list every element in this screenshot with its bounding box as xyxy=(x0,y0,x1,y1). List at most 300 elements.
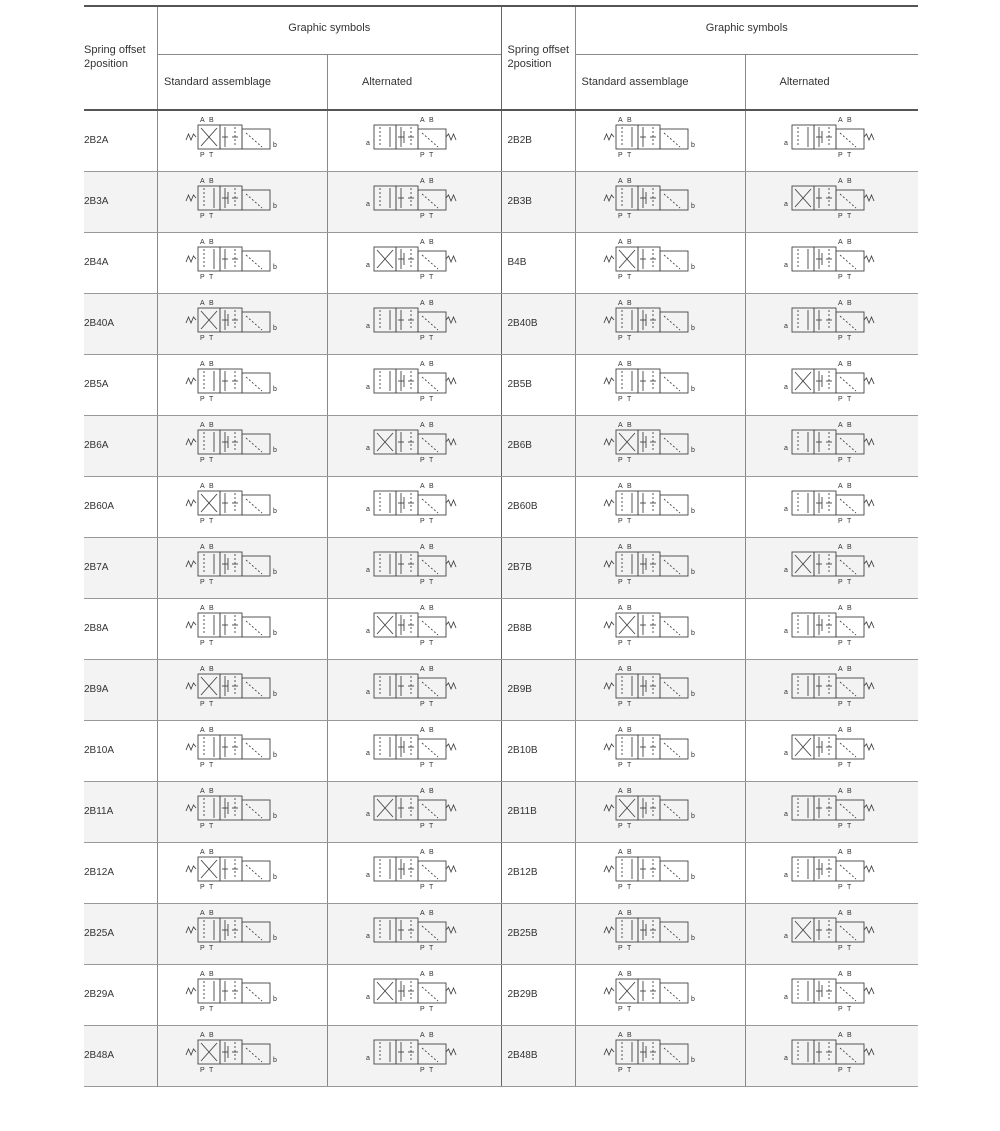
standard-symbol-cell xyxy=(158,721,328,781)
valve-symbol-icon xyxy=(576,416,745,476)
solenoid-a-label: a xyxy=(366,506,370,513)
solenoid-a-label: a xyxy=(783,872,788,879)
port-a-label: A xyxy=(617,849,623,856)
port-a-label: A xyxy=(420,117,425,124)
port-p-label: P xyxy=(200,762,205,769)
valve-symbol-icon xyxy=(158,599,327,659)
port-a-label: A xyxy=(420,544,425,551)
valve-code: 2B25A xyxy=(84,904,158,964)
port-p-label: P xyxy=(837,335,843,342)
port-t-label: T xyxy=(846,762,851,769)
port-b-label: B xyxy=(429,788,434,795)
port-b-label: B xyxy=(209,361,214,368)
port-t-label: T xyxy=(209,884,214,891)
solenoid-b-label: b xyxy=(690,691,695,698)
port-b-label: B xyxy=(846,910,852,917)
valve-code: 2B60A xyxy=(84,477,158,537)
solenoid-b-label: b xyxy=(690,142,695,149)
header-right xyxy=(502,7,919,109)
solenoid-a-label: a xyxy=(366,140,370,147)
port-t-label: T xyxy=(626,213,631,220)
port-p-label: P xyxy=(837,640,843,647)
port-p-label: P xyxy=(837,518,843,525)
row-half-left xyxy=(84,477,502,537)
valve-code: 2B25B xyxy=(502,904,576,964)
solenoid-b-label: b xyxy=(273,691,277,698)
alternated-symbol-cell xyxy=(746,599,919,659)
solenoid-b-label: b xyxy=(273,630,277,637)
port-b-label: B xyxy=(209,666,214,673)
port-t-label: T xyxy=(626,274,631,281)
port-a-label: A xyxy=(617,666,623,673)
port-a-label: A xyxy=(617,239,623,246)
solenoid-a-label: a xyxy=(783,445,788,452)
standard-symbol-cell xyxy=(158,965,328,1025)
header-code-title: Spring offset 2position xyxy=(502,7,576,109)
port-b-label: B xyxy=(429,727,434,734)
port-p-label: P xyxy=(420,1067,425,1074)
solenoid-a-label: a xyxy=(366,567,370,574)
port-t-label: T xyxy=(626,640,631,647)
port-a-label: A xyxy=(200,666,205,673)
port-t-label: T xyxy=(626,762,631,769)
solenoid-b-label: b xyxy=(273,447,277,454)
port-b-label: B xyxy=(626,910,632,917)
row-half-right xyxy=(502,782,919,842)
valve-symbol-icon xyxy=(328,782,500,842)
valve-code: 2B8A xyxy=(84,599,158,659)
solenoid-a-label: a xyxy=(783,201,788,208)
port-b-label: B xyxy=(209,300,214,307)
solenoid-b-label: b xyxy=(690,325,695,332)
header-graphic-symbols: Graphic symbols xyxy=(158,7,501,55)
standard-symbol-cell xyxy=(158,782,328,842)
port-t-label: T xyxy=(846,945,851,952)
table-row xyxy=(84,965,918,1026)
valve-symbol-icon xyxy=(158,660,327,720)
port-t-label: T xyxy=(429,945,434,952)
valve-code: 2B4A xyxy=(84,233,158,293)
port-b-label: B xyxy=(429,971,434,978)
row-half-left xyxy=(84,538,502,598)
port-b-label: B xyxy=(209,727,214,734)
port-b-label: B xyxy=(209,971,214,978)
port-a-label: A xyxy=(837,1032,843,1039)
port-a-label: A xyxy=(617,788,623,795)
port-b-label: B xyxy=(626,727,632,734)
port-t-label: T xyxy=(429,823,434,830)
port-a-label: A xyxy=(617,117,623,124)
port-b-label: B xyxy=(209,788,214,795)
port-p-label: P xyxy=(837,1067,843,1074)
valve-code: 2B11A xyxy=(84,782,158,842)
solenoid-a-label: a xyxy=(783,506,788,513)
standard-symbol-cell xyxy=(576,416,746,476)
valve-symbol-icon xyxy=(328,904,500,964)
port-t-label: T xyxy=(626,457,631,464)
port-t-label: T xyxy=(846,884,851,891)
valve-code: 2B6A xyxy=(84,416,158,476)
port-b-label: B xyxy=(209,178,214,185)
solenoid-b-label: b xyxy=(690,996,695,1003)
table-row xyxy=(84,416,918,477)
port-b-label: B xyxy=(846,971,852,978)
standard-symbol-cell xyxy=(158,416,328,476)
solenoid-b-label: b xyxy=(690,447,695,454)
solenoid-a-label: a xyxy=(366,384,370,391)
alternated-symbol-cell xyxy=(746,233,919,293)
standard-symbol-cell xyxy=(158,538,328,598)
solenoid-a-label: a xyxy=(366,994,370,1001)
valve-symbol-icon xyxy=(746,416,918,476)
port-b-label: B xyxy=(626,239,632,246)
port-b-label: B xyxy=(626,361,632,368)
solenoid-a-label: a xyxy=(783,140,788,147)
row-half-right xyxy=(502,538,919,598)
port-p-label: P xyxy=(837,1006,843,1013)
standard-symbol-cell xyxy=(576,904,746,964)
alternated-symbol-cell xyxy=(328,111,501,171)
header-subcolumns xyxy=(576,55,919,109)
port-p-label: P xyxy=(420,335,425,342)
port-a-label: A xyxy=(200,483,205,490)
port-t-label: T xyxy=(209,579,214,586)
standard-symbol-cell xyxy=(576,965,746,1025)
port-b-label: B xyxy=(209,117,214,124)
header-left xyxy=(84,7,502,109)
port-a-label: A xyxy=(837,666,843,673)
port-p-label: P xyxy=(420,701,425,708)
port-b-label: B xyxy=(429,178,434,185)
standard-symbol-cell xyxy=(158,111,328,171)
port-b-label: B xyxy=(846,239,852,246)
port-t-label: T xyxy=(429,1067,434,1074)
standard-symbol-cell xyxy=(158,599,328,659)
solenoid-a-label: a xyxy=(366,689,370,696)
solenoid-a-label: a xyxy=(366,445,370,452)
port-t-label: T xyxy=(626,1067,631,1074)
solenoid-b-label: b xyxy=(690,203,695,210)
alternated-symbol-cell xyxy=(328,294,501,354)
valve-symbol-icon xyxy=(746,843,918,903)
port-t-label: T xyxy=(209,640,214,647)
port-a-label: A xyxy=(200,117,205,124)
valve-code: 2B29A xyxy=(84,965,158,1025)
port-b-label: B xyxy=(209,239,214,246)
port-a-label: A xyxy=(617,422,623,429)
port-b-label: B xyxy=(626,1032,632,1039)
header-code-title: Spring offset 2position xyxy=(84,7,158,109)
port-p-label: P xyxy=(420,518,425,525)
port-p-label: P xyxy=(837,823,843,830)
port-t-label: T xyxy=(209,1067,214,1074)
valve-symbol-icon xyxy=(746,782,918,842)
port-t-label: T xyxy=(846,701,851,708)
port-p-label: P xyxy=(617,335,623,342)
port-b-label: B xyxy=(846,544,852,551)
port-b-label: B xyxy=(429,117,434,124)
alternated-symbol-cell xyxy=(746,294,919,354)
port-a-label: A xyxy=(837,971,843,978)
port-p-label: P xyxy=(837,762,843,769)
port-b-label: B xyxy=(429,910,434,917)
valve-symbol-icon xyxy=(746,172,918,232)
port-a-label: A xyxy=(837,178,843,185)
port-p-label: P xyxy=(837,701,843,708)
solenoid-b-label: b xyxy=(273,874,277,881)
row-half-right xyxy=(502,172,919,232)
port-t-label: T xyxy=(209,274,214,281)
port-t-label: T xyxy=(429,701,434,708)
alternated-symbol-cell xyxy=(328,538,501,598)
port-a-label: A xyxy=(420,666,425,673)
port-p-label: P xyxy=(200,152,205,159)
row-half-right xyxy=(502,355,919,415)
alternated-symbol-cell xyxy=(746,660,919,720)
port-a-label: A xyxy=(200,605,205,612)
port-a-label: A xyxy=(837,300,843,307)
port-t-label: T xyxy=(209,518,214,525)
alternated-symbol-cell xyxy=(328,660,501,720)
port-t-label: T xyxy=(846,213,851,220)
port-p-label: P xyxy=(420,1006,425,1013)
table-row xyxy=(84,782,918,843)
valve-code: 2B40A xyxy=(84,294,158,354)
solenoid-b-label: b xyxy=(690,264,695,271)
standard-symbol-cell xyxy=(576,172,746,232)
standard-symbol-cell xyxy=(576,355,746,415)
port-p-label: P xyxy=(200,457,205,464)
port-a-label: A xyxy=(837,422,843,429)
port-a-label: A xyxy=(837,117,843,124)
header-subcolumns xyxy=(158,55,501,109)
port-p-label: P xyxy=(837,396,843,403)
standard-symbol-cell xyxy=(158,355,328,415)
valve-symbol-icon xyxy=(576,660,745,720)
port-p-label: P xyxy=(617,1006,623,1013)
solenoid-a-label: a xyxy=(783,384,788,391)
port-p-label: P xyxy=(837,884,843,891)
port-b-label: B xyxy=(626,788,632,795)
solenoid-b-label: b xyxy=(690,569,695,576)
solenoid-b-label: b xyxy=(273,569,277,576)
port-t-label: T xyxy=(626,335,631,342)
solenoid-b-label: b xyxy=(690,630,695,637)
row-half-right xyxy=(502,660,919,720)
port-a-label: A xyxy=(420,605,425,612)
solenoid-b-label: b xyxy=(690,935,695,942)
valve-symbol-icon xyxy=(158,416,327,476)
port-t-label: T xyxy=(429,396,434,403)
standard-symbol-cell xyxy=(158,294,328,354)
alternated-symbol-cell xyxy=(746,843,919,903)
valve-code: 2B6B xyxy=(502,416,576,476)
port-a-label: A xyxy=(200,361,205,368)
port-t-label: T xyxy=(626,701,631,708)
port-p-label: P xyxy=(420,762,425,769)
solenoid-b-label: b xyxy=(273,386,277,393)
port-a-label: A xyxy=(837,910,843,917)
port-a-label: A xyxy=(837,239,843,246)
valve-symbol-icon xyxy=(328,355,500,415)
solenoid-a-label: a xyxy=(366,750,370,757)
port-t-label: T xyxy=(429,762,434,769)
standard-symbol-cell xyxy=(158,477,328,537)
port-p-label: P xyxy=(200,701,205,708)
standard-symbol-cell xyxy=(576,660,746,720)
valve-symbol-icon xyxy=(328,599,500,659)
port-t-label: T xyxy=(429,274,434,281)
solenoid-a-label: a xyxy=(366,1055,370,1062)
port-p-label: P xyxy=(837,457,843,464)
port-b-label: B xyxy=(626,971,632,978)
port-p-label: P xyxy=(420,457,425,464)
port-b-label: B xyxy=(846,605,852,612)
alternated-symbol-cell xyxy=(328,721,501,781)
valve-symbol-icon xyxy=(746,111,918,171)
solenoid-a-label: a xyxy=(366,323,370,330)
port-b-label: B xyxy=(846,849,852,856)
standard-symbol-cell xyxy=(576,233,746,293)
port-p-label: P xyxy=(617,396,623,403)
port-a-label: A xyxy=(420,483,425,490)
port-t-label: T xyxy=(429,640,434,647)
valve-symbol-icon xyxy=(328,111,500,171)
port-t-label: T xyxy=(429,1006,434,1013)
valve-symbol-icon xyxy=(576,721,745,781)
valve-symbol-icon xyxy=(158,782,327,842)
port-a-label: A xyxy=(200,788,205,795)
valve-symbol-icon xyxy=(158,294,327,354)
port-t-label: T xyxy=(846,518,851,525)
valve-code: 2B10B xyxy=(502,721,576,781)
alternated-symbol-cell xyxy=(328,599,501,659)
port-b-label: B xyxy=(209,605,214,612)
valve-symbol-icon xyxy=(576,599,745,659)
port-b-label: B xyxy=(209,422,214,429)
valve-symbol-icon xyxy=(158,538,327,598)
solenoid-b-label: b xyxy=(273,1057,277,1064)
port-t-label: T xyxy=(626,396,631,403)
port-p-label: P xyxy=(617,274,623,281)
port-t-label: T xyxy=(846,396,851,403)
valve-code: 2B48A xyxy=(84,1026,158,1086)
alternated-symbol-cell xyxy=(328,782,501,842)
port-p-label: P xyxy=(617,518,623,525)
row-half-left xyxy=(84,233,502,293)
port-b-label: B xyxy=(846,361,852,368)
port-t-label: T xyxy=(626,518,631,525)
alternated-symbol-cell xyxy=(746,965,919,1025)
port-a-label: A xyxy=(200,239,205,246)
port-p-label: P xyxy=(420,823,425,830)
valve-code: 2B3A xyxy=(84,172,158,232)
valve-symbol-icon xyxy=(158,721,327,781)
table-header xyxy=(84,7,918,111)
port-p-label: P xyxy=(420,640,425,647)
row-half-right xyxy=(502,416,919,476)
row-half-right xyxy=(502,599,919,659)
valve-symbol-icon xyxy=(328,660,500,720)
alternated-symbol-cell xyxy=(746,1026,919,1086)
solenoid-a-label: a xyxy=(783,689,788,696)
valve-symbol-icon xyxy=(158,477,327,537)
valve-code: 2B60B xyxy=(502,477,576,537)
valve-symbol-icon xyxy=(746,294,918,354)
row-half-right xyxy=(502,721,919,781)
port-t-label: T xyxy=(846,823,851,830)
port-p-label: P xyxy=(200,1006,205,1013)
port-a-label: A xyxy=(420,849,425,856)
port-a-label: A xyxy=(420,178,425,185)
table-row xyxy=(84,721,918,782)
solenoid-b-label: b xyxy=(690,752,695,759)
port-t-label: T xyxy=(209,457,214,464)
port-p-label: P xyxy=(837,274,843,281)
solenoid-b-label: b xyxy=(273,508,277,515)
alternated-symbol-cell xyxy=(328,355,501,415)
port-t-label: T xyxy=(846,1067,851,1074)
port-t-label: T xyxy=(209,213,214,220)
port-t-label: T xyxy=(846,579,851,586)
valve-code: 2B12A xyxy=(84,843,158,903)
solenoid-b-label: b xyxy=(690,874,695,881)
standard-symbol-cell xyxy=(576,721,746,781)
port-t-label: T xyxy=(209,945,214,952)
row-half-right xyxy=(502,233,919,293)
valve-code: 2B12B xyxy=(502,843,576,903)
row-half-left xyxy=(84,599,502,659)
solenoid-a-label: a xyxy=(783,994,788,1001)
port-t-label: T xyxy=(209,762,214,769)
valve-symbol-icon xyxy=(328,721,500,781)
valve-symbol-icon xyxy=(576,1026,745,1086)
standard-symbol-cell xyxy=(576,294,746,354)
header-group xyxy=(158,7,501,109)
standard-symbol-cell xyxy=(576,111,746,171)
valve-code: 2B9B xyxy=(502,660,576,720)
port-b-label: B xyxy=(626,422,632,429)
valve-symbol-icon xyxy=(746,721,918,781)
port-t-label: T xyxy=(429,579,434,586)
header-alternated: Alternated xyxy=(362,76,413,88)
valve-symbol-icon xyxy=(746,599,918,659)
port-a-label: A xyxy=(420,422,425,429)
port-b-label: B xyxy=(209,1032,214,1039)
standard-symbol-cell xyxy=(576,599,746,659)
port-a-label: A xyxy=(617,483,623,490)
port-b-label: B xyxy=(209,483,214,490)
valve-code: 2B9A xyxy=(84,660,158,720)
row-half-left xyxy=(84,843,502,903)
valve-code: 2B48B xyxy=(502,1026,576,1086)
solenoid-b-label: b xyxy=(273,264,277,271)
port-b-label: B xyxy=(846,727,852,734)
port-p-label: P xyxy=(420,396,425,403)
valve-symbol-icon xyxy=(746,904,918,964)
valve-code: 2B5B xyxy=(502,355,576,415)
valve-code: 2B40B xyxy=(502,294,576,354)
port-p-label: P xyxy=(617,579,623,586)
table-row xyxy=(84,233,918,294)
port-a-label: A xyxy=(420,300,425,307)
port-p-label: P xyxy=(837,213,843,220)
port-p-label: P xyxy=(837,579,843,586)
port-t-label: T xyxy=(429,518,434,525)
solenoid-a-label: a xyxy=(366,262,370,269)
valve-symbol-icon xyxy=(746,538,918,598)
alternated-symbol-cell xyxy=(746,904,919,964)
